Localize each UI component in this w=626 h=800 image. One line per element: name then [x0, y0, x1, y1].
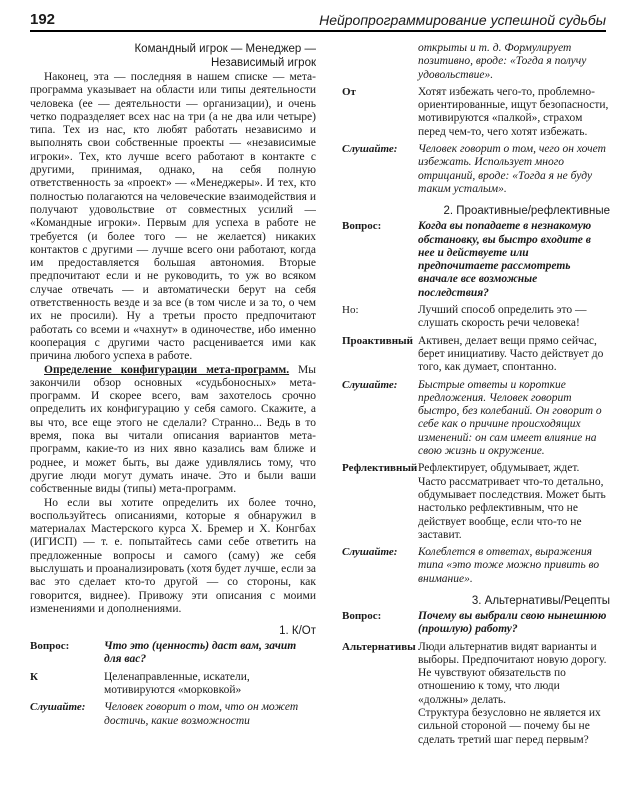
entry-text: Целенаправленные, искатели, мотивируются «морковкой»	[104, 670, 250, 697]
entry-label: Вопрос:	[342, 609, 382, 622]
entry-label: От	[342, 85, 356, 98]
entry-text: Быстрые ответы и короткие предложения. Человек говорит быстро, без колебаний. Он говорит о себе как о причине происходящих изменений: он сам имеет влияние на свою жизнь и окружение.	[418, 378, 602, 458]
entry-reflective	[342, 462, 610, 542]
subsection-heading-1: 1. К/От	[279, 625, 316, 638]
entry-label: Слушайте:	[342, 546, 398, 559]
section-heading-line-2: Независимый игрок	[210, 57, 316, 69]
entry-label: Проактивный	[342, 334, 413, 347]
entry-listen-1	[30, 701, 316, 728]
entry-text: Почему вы выбрали свою нынешнюю (прошлую) работу?	[418, 609, 607, 636]
entry-listen-4	[342, 546, 610, 586]
entry-text: Активен, делает вещи прямо сейчас, берет инициативу. Часто действует до того, как думает, спонтанно.	[418, 334, 604, 374]
paragraph-intro: Наконец, эта — последняя в нашем списке — мета-программа указывает на области или типы деятельности человека (ее — деятельности — организации), и очень четко подразделяет всех нас на три (а не два или четыре) типа. Тех из нас, кто любят работать независимо и выполнять свои собственные проекты — «независимые игроки». Тех, кто лучше всего работают в контакте с другими, принимая, однако, на себя полную ответственность за «проект» — «Менеджеры». И тех, кто полностью полагаются на человеческие взаимодействия и получают удовольствие от совместных усилий — «Командные игроки». Первым для успеха в работе не требуется (и более того — не желается) никаких контактов с другими — лучше всего они работают, когда им предоставляется большая автономия. Вторые предпочитают если и не руководить, то уж во всяком случае отвечать — и автоматически берут на себя ответственность везде и за все (в том числе и за то, о чем их не просили). Ну а третьи просто предпочитают работать со всеми и «чахнут» в одиночестве, ибо именно кооперация с другими часто расценивается ими как причина любого успеха в работе.	[30, 71, 316, 363]
entry-label: Слушайте:	[30, 701, 86, 714]
paragraph-configuration	[30, 364, 316, 497]
entry-ot	[342, 86, 610, 139]
entry-text: Что это (ценность) даст вам, зачит для вас?	[104, 640, 297, 666]
left-column	[30, 42, 316, 792]
entry-continuation	[342, 42, 610, 82]
entry-text: Когда вы попадаете в незнакомую обстановку, вы быстро входите в нее и действуете или предпочитаете рассмотреть вначале все возможные последствия?	[418, 220, 592, 299]
entry-label: Слушайте:	[342, 378, 398, 391]
entry-text	[418, 641, 610, 747]
entry-label: Вопрос:	[342, 220, 382, 233]
entry-label: Но:	[342, 304, 359, 317]
paragraph-configuration-text: Мы закончили обзор основных «судьбоносных» мета-программ. И скорее всего, вам захотелось срочно определить их конфигурацию у себя самого. Скажите, а вы что, все еще этого не сделали? Странно... Ведь в то время, пока вы читали описания вариантов мета-программ, какие-то из них явно казались вам ближе и роднее, и может быть, вы даже удивлялись тому, что другие люди могут думать иначе. Это и были ваши собственные виды (типы) мета-программ.	[30, 363, 316, 496]
page-number: 192	[30, 11, 56, 28]
entry-label: Слушайте:	[342, 143, 398, 156]
running-title: Нейропрограммирование успешной судьбы	[319, 12, 606, 28]
entry-label: К	[30, 670, 38, 683]
entry-listen-3	[342, 379, 610, 459]
entry-text: Человек говорит о том, чего он хочет избежать. Использует много отрицаний, вроде: «Тогда я не буду таким усталым».	[418, 143, 606, 195]
entry-question-2	[342, 220, 610, 300]
entry-k	[30, 671, 316, 698]
section-heading	[30, 42, 316, 70]
subsection-heading-3: 3. Альтернативы/Рецепты	[471, 594, 610, 607]
entry-text: Лучший способ определить это — слушать скорость речи человека!	[418, 304, 587, 330]
entry-proactive	[342, 335, 610, 375]
entry-label: Вопрос:	[30, 640, 70, 653]
entry-text: Колеблется в ответах, выражения типа «это тоже можно привить во внимание».	[418, 546, 600, 585]
entry-alternatives	[342, 641, 610, 747]
entry-text-part-1: Люди альтернатив видят варианты и выборы. Предпочитают новую дорогу. Не чувствуют обязательств по отношению к тому, что люди «должны» делать.	[418, 640, 607, 706]
entry-text: Хотят избежать чего-то, проблемно-ориентированные, ищут безопасности, мотивируются «палкой», страхом перед чем-то, чего хотят избежать.	[418, 85, 609, 138]
paragraph-method: Но если вы хотите определить их более точно, воспользуйтесь описаниями, которые я обнаружил в материалах Мастерского курса Х. Бремер и Х. Конгбах (ИГИСП) — т. е. попытайтесь сами себе ответить на предложенные вопросы и самого (саму) же себя выслушать и проанализировать (хотя будет лучше, если за вас это сделает кто-то другой — со стороны, как говорится, виднее). Привожу эти описания с моими изменениями и дополнениями.	[30, 496, 316, 615]
entry-text: Рефлектирует, обдумывает, ждет. Часто рассматривает что-то детально, обдумывает последствия. Может быть настолько рефлективным, что не действует вообще, если что-то не заставит.	[418, 462, 606, 541]
right-column	[342, 42, 610, 792]
entry-question-3	[342, 610, 610, 637]
section-heading-line-1: Командный игрок — Менеджер —	[134, 43, 316, 55]
page-header	[30, 8, 606, 32]
entry-but	[342, 304, 610, 331]
entry-label: Альтернативы	[342, 640, 416, 653]
entry-text: открыты и т. д. Формулирует позитивно, вроде: «Тогда я получу удовольствие».	[418, 42, 587, 81]
entry-listen-2	[342, 143, 610, 196]
entry-text: Человек говорит о том, что он может достичь, какие возможности	[104, 701, 299, 727]
entry-question-1	[30, 640, 316, 667]
entry-label: Рефлективный	[342, 462, 418, 475]
subsection-heading-2: 2. Проактивные/рефлективные	[443, 205, 610, 218]
run-in-heading: Определение конфигурации мета-программ.	[44, 363, 290, 376]
entry-text-part-2: Структура безусловно не является их сильной стороной — почему бы не сделать третий шаг перед первым?	[418, 707, 601, 746]
